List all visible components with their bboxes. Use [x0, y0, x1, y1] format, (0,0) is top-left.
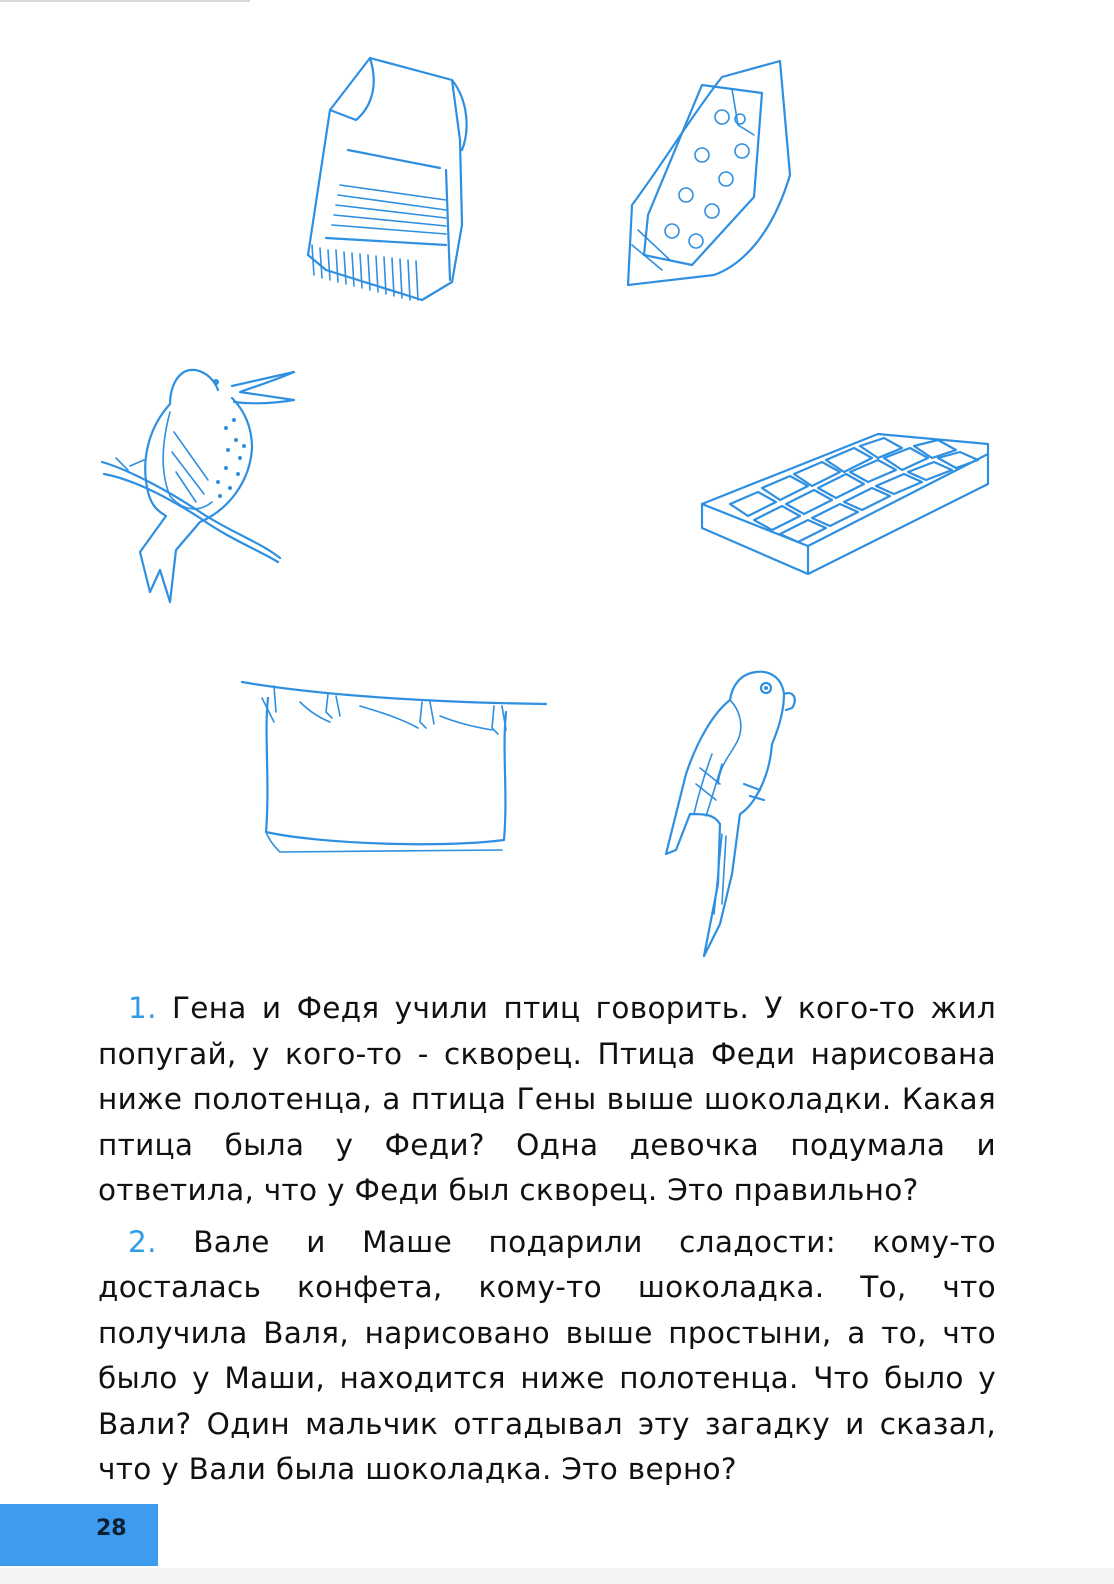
starling-bird-icon — [100, 362, 300, 607]
problem-number: 2. — [128, 1224, 157, 1259]
folded-towel-icon — [300, 50, 490, 310]
problem-2 — [98, 1220, 996, 1493]
wrapped-candy-icon — [622, 55, 797, 290]
parrot-icon — [660, 664, 800, 964]
problem-1 — [98, 986, 996, 1214]
problem-text: Вале и Маше подарили сладости: кому-то досталась конфета, кому-то шоколадка. То, что получила Валя, нарисовано выше простыни, а то, что было у Маши, находится ниже полотенца. Что было у Вали? Один мальчик отгадывал эту загадку и сказал, что у Вали была шоколадка. Это верно? — [98, 1224, 996, 1486]
problem-number: 1. — [128, 991, 157, 1025]
page-number: 28 — [96, 1516, 127, 1541]
chocolate-bar-icon — [698, 424, 993, 584]
page-number-box — [0, 1504, 158, 1566]
problem-text: Гена и Федя учили птиц говорить. У кого-то жил попугай, у кого-то - скворец. Птица Феди нарисована ниже полотенца, а птица Гены выше шоколадки. Какая птица была у Феди? Одна девочка подумала и ответила, что у Феди был скворец. Это правильно? — [98, 991, 996, 1207]
bottom-rule — [0, 1568, 1114, 1584]
problems-text — [98, 986, 996, 1499]
hanging-sheet-icon — [240, 672, 550, 872]
